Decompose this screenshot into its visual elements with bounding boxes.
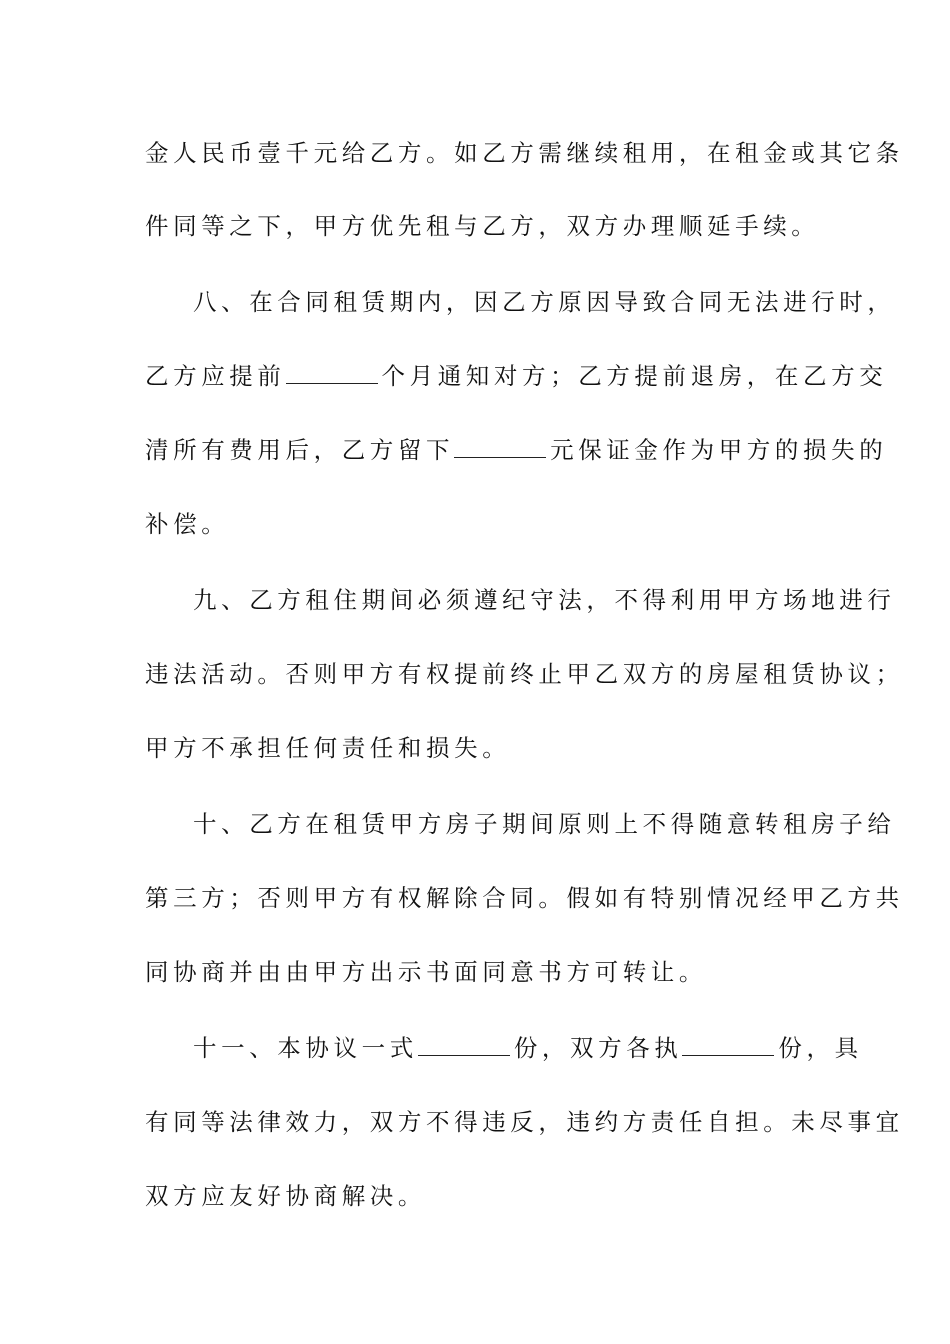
line-text: 双方应友好协商解决。	[145, 1182, 426, 1210]
line-text: 元保证金作为甲方的损失的	[550, 436, 888, 464]
line-text: 十、乙方在租赁甲方房子期间原则上不得随意转租房子给	[193, 810, 896, 838]
text-line	[145, 139, 904, 167]
line-text: 补偿。	[145, 510, 230, 538]
line-text: 甲方不承担任何责任和损失。	[145, 734, 511, 762]
line-text: 第三方；否则甲方有权解除合同。假如有特别情况经甲乙方共	[145, 884, 904, 912]
blank-field-copies	[418, 1035, 510, 1056]
blank-field-deposit	[454, 437, 546, 458]
clause-8-first-line	[193, 288, 896, 316]
blank-field-each-holds	[682, 1035, 774, 1056]
text-line	[145, 958, 707, 986]
text-line	[145, 734, 510, 762]
line-text: 乙方应提前	[145, 362, 286, 390]
blank-field-months	[286, 363, 378, 384]
clause-11-first-line	[193, 1034, 863, 1062]
line-text: 有同等法律效力，双方不得违反，违约方责任自担。未尽事宜	[145, 1108, 904, 1136]
text-line	[145, 436, 887, 464]
line-text: 金人民币壹千元给乙方。如乙方需继续租用，在租金或其它条	[145, 139, 904, 167]
line-text: 十一、本协议一式	[193, 1034, 418, 1062]
text-line	[145, 884, 904, 912]
line-text: 份，双方各执	[513, 1034, 683, 1062]
line-text: 违法活动。否则甲方有权提前终止甲乙双方的房屋租赁协议；	[145, 660, 904, 688]
line-text: 件同等之下，甲方优先租与乙方，双方办理顺延手续。	[145, 212, 820, 240]
line-text: 份，具	[778, 1034, 863, 1062]
line-text: 八、在合同租赁期内，因乙方原因导致合同无法进行时，	[193, 288, 896, 316]
text-line	[145, 362, 887, 390]
text-line	[145, 510, 229, 538]
clause-9-first-line	[193, 586, 896, 614]
clause-10-first-line	[193, 810, 896, 838]
text-line	[145, 1108, 904, 1136]
line-text: 清所有费用后，乙方留下	[145, 436, 455, 464]
line-text: 个月通知对方；乙方提前退房，在乙方交	[381, 362, 888, 390]
line-text: 九、乙方租住期间必须遵纪守法，不得利用甲方场地进行	[193, 586, 896, 614]
text-line	[145, 212, 819, 240]
text-line	[145, 1182, 426, 1210]
line-text: 同协商并由由甲方出示书面同意书方可转让。	[145, 958, 707, 986]
text-line	[145, 660, 904, 688]
